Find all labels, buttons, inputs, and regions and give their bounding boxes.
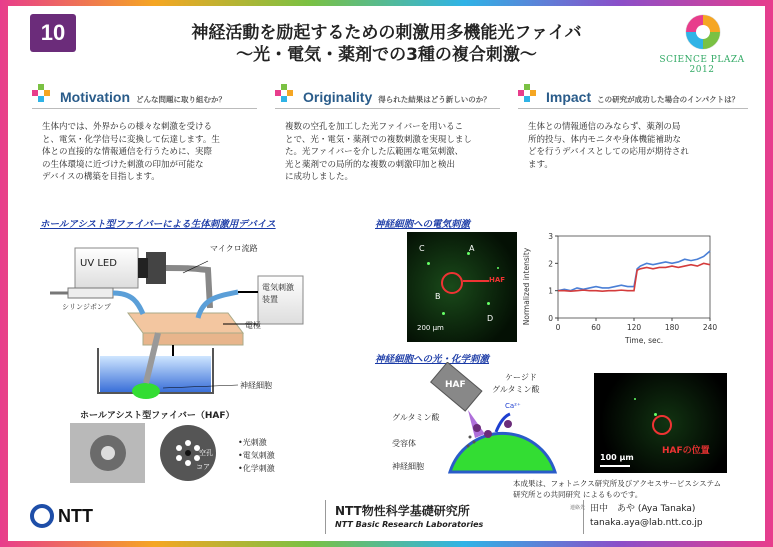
impact-section: [518, 84, 748, 171]
body-line: ます。: [528, 159, 553, 170]
section-subtitle: どんな問題に取り組むか？: [136, 95, 226, 104]
body-line: た。光ファイバーを介した広範囲な電気刺激、: [285, 147, 464, 157]
body-line: 生体との情報通信のみならず、薬剤の局: [528, 122, 681, 132]
body-line: 体との直接的な情報通信を行うために、実際: [42, 147, 213, 157]
collab-line: 本成果は、フォトニクス研究所及びアクセスサービスシステム: [513, 479, 722, 488]
y-tick-label: 2: [548, 259, 553, 269]
body-line: デバイスの構築を目指します。: [42, 172, 160, 182]
collab-line: 研究所との共同研究 によるものです。: [513, 490, 643, 499]
x-tick-label: 240: [702, 323, 718, 332]
section-rule: [275, 108, 500, 109]
x-tick-label: 0: [555, 323, 561, 332]
scale-bar-label: 100 µm: [600, 453, 634, 462]
neurons-label: 神経細胞: [240, 381, 272, 390]
neuron-label: 神経細胞: [392, 462, 424, 471]
x-tick-label: 180: [664, 323, 680, 332]
label-c: C: [419, 244, 425, 253]
label-a: A: [469, 244, 475, 253]
haf-label: ホールアシスト型ファイバー（HAF）: [80, 411, 235, 421]
section-title: Impact: [546, 89, 592, 105]
series-line-1: [558, 263, 710, 291]
ntt-brand: [30, 504, 93, 528]
body-line: に成功しました。: [285, 172, 354, 182]
stim-electric: •電気刺激: [238, 451, 275, 460]
y-tick-label: 3: [548, 232, 553, 241]
event-label: SCIENCE PLAZA 2012: [659, 55, 745, 75]
label-d: D: [487, 314, 494, 323]
pixel-icon: [518, 84, 536, 102]
section-rule: [518, 108, 748, 109]
intensity-chart: [530, 228, 720, 348]
body-line: 複数の空孔を加工した光ファイバーを用いるこ: [285, 122, 464, 132]
pixel-icon: [275, 84, 293, 102]
label-haf: HAF: [489, 276, 506, 284]
section-title: Motivation: [60, 89, 130, 105]
x-tick-label: 120: [626, 323, 642, 332]
electrical-micrograph: [407, 232, 517, 342]
chemical-micrograph: [594, 373, 727, 473]
uv-led-label: UV LED: [80, 258, 117, 269]
footer-divider: [325, 500, 326, 534]
contact-name: 田中 あや (Aya Tanaka): [590, 504, 696, 514]
body-line: と、電気・化学信号に変換して伝達します。生: [42, 134, 220, 145]
section-rule: [32, 108, 257, 109]
chart-ylabel: Normalized intensity: [522, 247, 532, 326]
section-subtitle: 得られた結果はどう新しいのか？: [378, 95, 491, 104]
stimulator-label-2: 装置: [262, 295, 278, 304]
hole-label: 空孔: [199, 449, 213, 457]
chart-xlabel: Time, sec.: [625, 336, 664, 345]
y-tick-label: 0: [548, 314, 553, 323]
section-body: [275, 121, 500, 184]
body-line: の生体環境に近づけた刺激の印加が可能な: [42, 159, 204, 170]
section-title: Originality: [303, 89, 373, 105]
microfluidic-label: マイクロ流路: [210, 244, 258, 253]
title-line-1: 神経活動を励起するための刺激用多機能光ファイバ: [191, 23, 582, 43]
stimulator-label-1: 電気刺激: [262, 283, 294, 292]
contact-email[interactable]: tanaka.aya@lab.ntt.co.jp: [590, 518, 703, 528]
originality-section: [275, 84, 500, 184]
ntt-wordmark: NTT: [58, 505, 93, 526]
x-tick-label: 60: [591, 323, 601, 332]
device-heading: ホールアシスト型ファイバーによる生体刺激用デバイス: [40, 219, 276, 230]
stim-light: •光刺激: [238, 438, 267, 447]
body-line: どを行うデバイスとしての応用が期待され: [528, 147, 689, 157]
section-body: [518, 121, 748, 171]
poster-number: 10: [30, 14, 76, 52]
stim-chemical: •化学刺激: [238, 464, 275, 473]
haf-pointer: [463, 280, 489, 282]
pixel-icon: [32, 84, 50, 102]
y-tick-label: 1: [548, 286, 553, 296]
body-line: 生体内では、外界からの様々な刺激を受ける: [42, 122, 213, 132]
lab-name-en: NTT Basic Research Laboratories: [335, 520, 484, 529]
syringe-pump-label: シリンジポンプ: [62, 303, 111, 311]
section-subtitle: この研究が成功した場合のインパクトは？: [597, 95, 740, 104]
contact-info: [590, 502, 703, 530]
electrode-label: 電極: [245, 321, 261, 330]
haf-position-circle: [652, 415, 672, 435]
collaboration-note: [513, 478, 721, 500]
glutamate-label: グルタミン酸: [392, 413, 440, 422]
plot-frame: [558, 236, 710, 318]
receptor-label: 受容体: [392, 439, 416, 448]
electrical-heading: 神経細胞への電気刺激: [375, 219, 471, 230]
chem-haf-label: HAF: [445, 380, 466, 390]
body-line: 光と薬剤での局所的な複数の刺激印加と検出: [285, 159, 456, 170]
body-line: 所的投与、体内モニタや身体機能補助な: [528, 134, 682, 145]
title-line-2: ～光・電気・薬剤での3種の複合刺激～: [236, 45, 537, 65]
ca-label: Ca²⁺: [505, 402, 521, 410]
label-b: B: [435, 292, 441, 301]
caged-label-1: ケージド: [505, 373, 537, 382]
contact-label: 連絡先: [570, 505, 586, 511]
caged-label-2: グルタミン酸: [492, 385, 540, 394]
chemical-heading: 神経細胞への光・化学刺激: [375, 354, 490, 365]
ntt-logo-icon: [30, 504, 54, 528]
scale-bar-label: 200 µm: [417, 324, 444, 332]
haf-circle: [441, 272, 463, 294]
lab-name-jp: NTT物性科学基礎研究所: [335, 504, 470, 518]
core-label: コア: [196, 463, 210, 471]
section-body: [32, 121, 257, 184]
scale-bar: [600, 465, 630, 467]
motivation-section: [32, 84, 257, 184]
haf-position-label: HAFの位置: [662, 446, 710, 456]
body-line: とで、光・電気・薬剤での複数刺激を実現しまし: [285, 134, 472, 145]
science-plaza-logo: [672, 12, 734, 56]
series-line-0: [558, 251, 710, 291]
